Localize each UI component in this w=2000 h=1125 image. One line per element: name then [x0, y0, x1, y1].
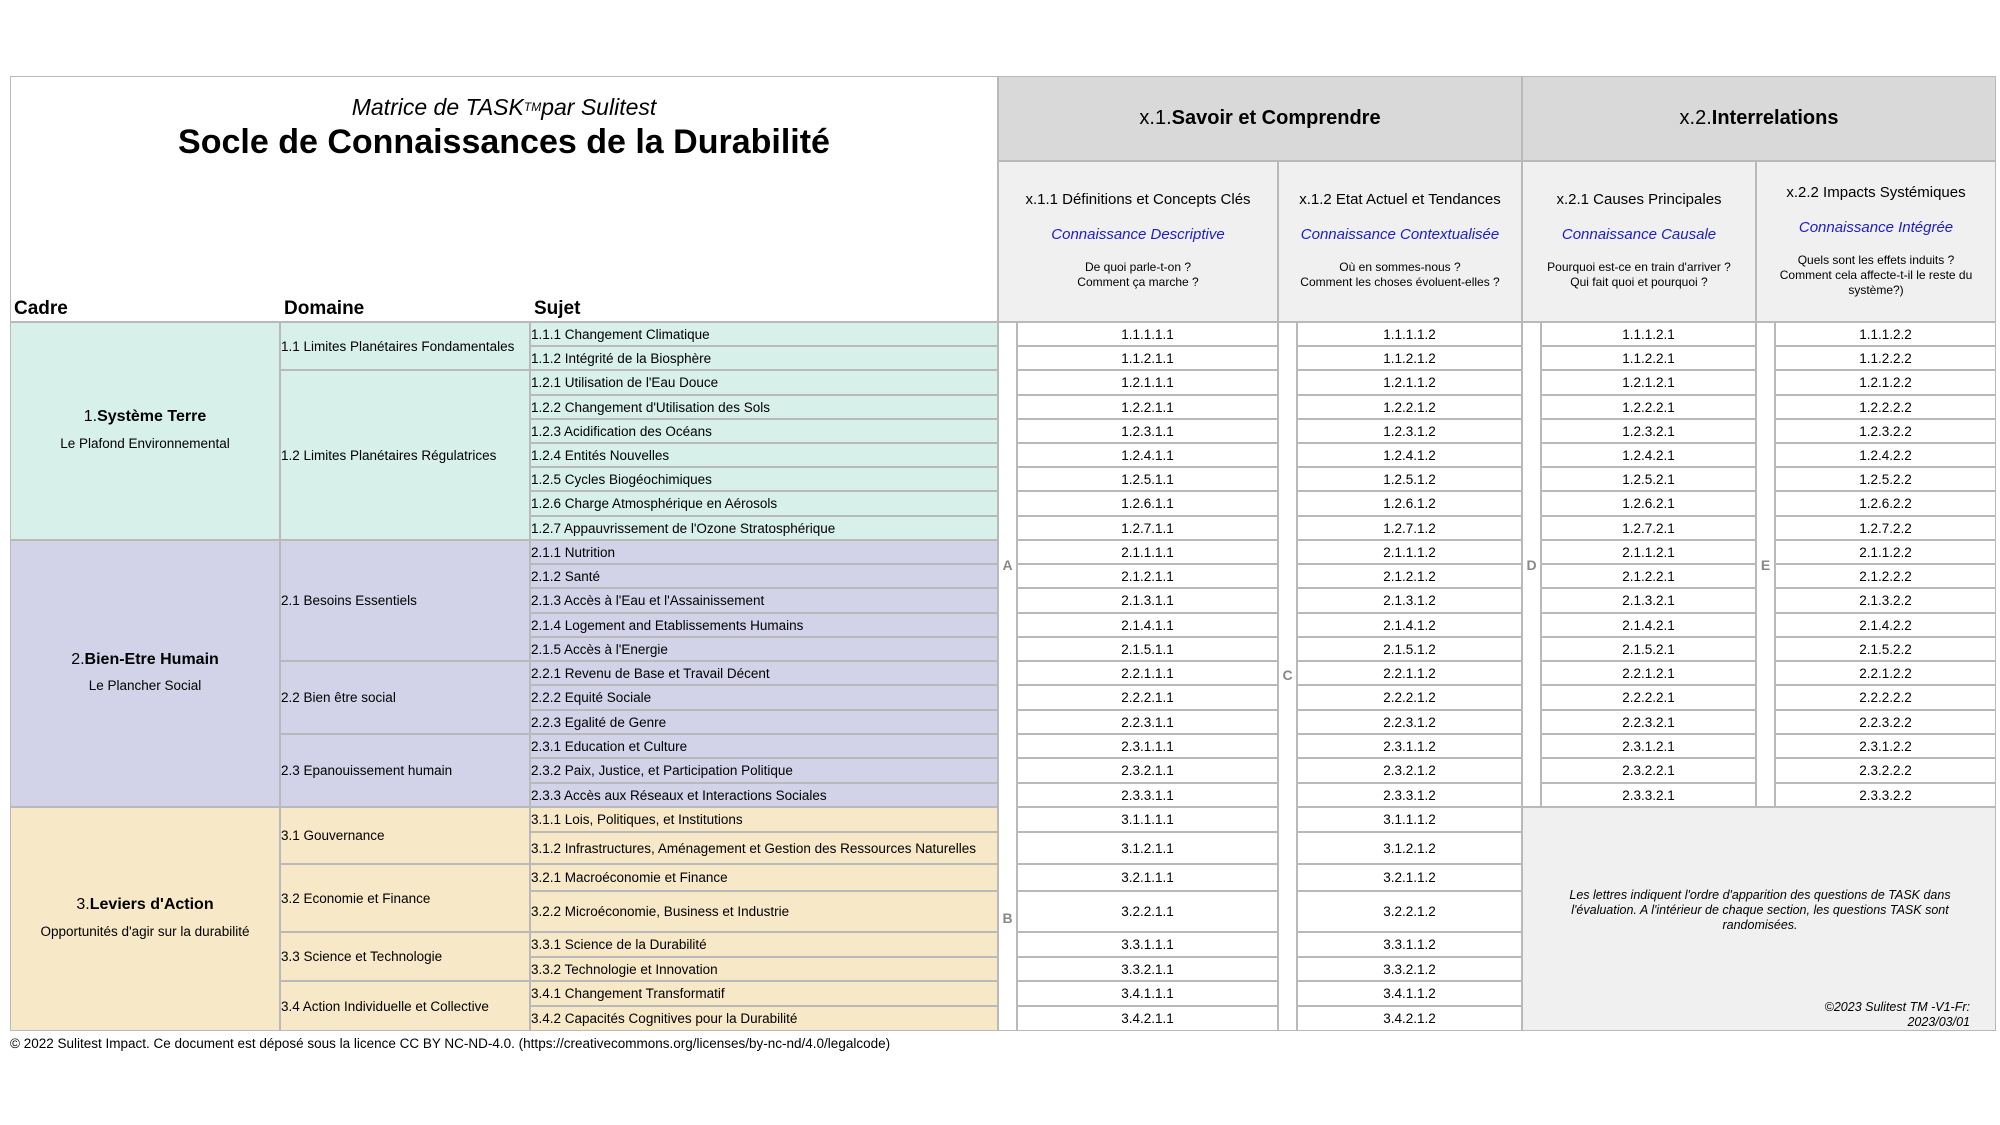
group-title: [1522, 76, 1996, 161]
subtitle-author: par Sulitest: [541, 93, 657, 120]
column-subtitle: Connaissance Causale: [1561, 225, 1717, 243]
question-code: 2.2.3.2.2: [1859, 714, 1912, 730]
question-code: 2.2.1.1.1: [1121, 665, 1174, 681]
column-header-cadre: Cadre: [14, 298, 68, 319]
question-code: 3.4.2.1.2: [1383, 1011, 1436, 1026]
question-code: 1.1.2.2.1: [1622, 350, 1675, 366]
domain-label: 1.2 Limites Planétaires Régulatrices: [281, 447, 497, 463]
question-code: 3.4.1.1.1: [1121, 986, 1174, 1001]
framework-name: Bien-Etre Humain: [84, 650, 219, 668]
question-code: 2.1.1.2.1: [1622, 544, 1675, 560]
order-letter: D: [1526, 557, 1537, 573]
question-code: 2.2.2.1.1: [1121, 690, 1174, 705]
question-code: 1.2.4.2.2: [1859, 447, 1912, 463]
question-code: 3.2.1.1.1: [1121, 870, 1174, 885]
subject-label: 2.3.2 Paix, Justice, et Participation Politique: [531, 763, 793, 778]
subject-label: 1.2.4 Entités Nouvelles: [531, 447, 670, 463]
question-code: 3.4.1.1.2: [1383, 986, 1436, 1001]
question-code: 2.2.2.2.2: [1859, 690, 1912, 705]
question-code: 3.3.1.1.1: [1121, 937, 1174, 952]
framework-cell: [10, 807, 280, 1031]
subject-label: 1.2.2 Changement d'Utilisation des Sols: [531, 399, 770, 415]
question-code: 2.1.4.2.1: [1622, 617, 1675, 633]
question-code: 3.1.1.1.2: [1383, 812, 1436, 827]
question-code: 2.1.2.2.1: [1622, 568, 1675, 584]
license-footer: © 2022 Sulitest Impact. Ce document est déposé sous la licence CC BY NC-ND-4.0. (https://creativecommons.org/licenses/by-nc-nd/4.0/legalcode): [10, 1035, 891, 1051]
group-name: Interrelations: [1711, 107, 1839, 129]
question-code: 2.1.5.2.2: [1859, 641, 1912, 657]
subject-label: 2.2.2 Equité Sociale: [531, 690, 652, 705]
question-code: 2.1.1.1.1: [1121, 544, 1174, 560]
question-code: 2.1.3.1.1: [1121, 593, 1174, 608]
question-code: 2.1.5.2.1: [1622, 641, 1675, 657]
question-code: 2.3.3.2.2: [1859, 787, 1912, 803]
domain-label: 3.2 Economie et Finance: [281, 890, 431, 906]
question-code: 3.2.2.1.1: [1121, 904, 1174, 919]
question-code: 1.2.7.2.1: [1622, 520, 1675, 536]
framework-title: [10, 893, 280, 917]
subject-label: 2.1.3 Accès à l'Eau et l'Assainissement: [531, 593, 765, 608]
question-code: 1.2.3.2.1: [1622, 423, 1675, 439]
question-code: 1.2.6.2.1: [1622, 496, 1675, 511]
question-code: 1.2.5.2.2: [1859, 471, 1912, 487]
question-code: 1.2.2.2.1: [1622, 399, 1675, 415]
trademark: TM: [523, 100, 542, 114]
subtitle-text: Matrice de TASK: [351, 93, 524, 120]
question-code: 1.2.6.1.2: [1383, 496, 1436, 511]
column-title: x.1.2 Etat Actuel et Tendances: [1299, 190, 1501, 208]
question-code: 3.4.2.1.1: [1121, 1011, 1174, 1026]
subject-label: 2.3.3 Accès aux Réseaux et Interactions Sociales: [531, 787, 827, 803]
question-code: 1.1.2.1.1: [1121, 350, 1174, 366]
question-code: 1.2.5.2.1: [1622, 471, 1675, 487]
question-code: 1.2.5.1.2: [1383, 471, 1436, 487]
subject-label: 1.2.3 Acidification des Océans: [531, 423, 712, 439]
question-line-2: Comment cela affecte-t-il le reste du système?): [1779, 268, 1973, 297]
question-code: 3.2.1.1.2: [1383, 870, 1436, 885]
question-code: 2.3.1.1.1: [1121, 738, 1174, 754]
group-title: [998, 76, 1522, 161]
question-code: 2.3.3.2.1: [1622, 787, 1675, 803]
question-code: 2.1.4.1.2: [1383, 617, 1436, 633]
question-code: 2.3.1.1.2: [1383, 738, 1436, 754]
framework-title: [10, 648, 280, 672]
subject-label: 3.4.1 Changement Transformatif: [531, 986, 725, 1001]
question-line-2: Qui fait quoi et pourquoi ?: [1570, 275, 1708, 289]
question-code: 1.2.1.2.2: [1859, 375, 1912, 390]
question-code: 1.2.4.1.2: [1383, 447, 1436, 463]
question-code: 3.3.2.1.2: [1383, 961, 1436, 977]
question-code: 2.2.3.2.1: [1622, 714, 1675, 730]
framework-title: [10, 405, 280, 429]
question-code: 3.1.2.1.2: [1383, 840, 1436, 856]
question-line-2: Comment les choses évoluent-elles ?: [1300, 275, 1500, 289]
subject-label: 3.1.1 Lois, Politiques, et Institutions: [531, 812, 743, 827]
question-code: 2.1.5.1.2: [1383, 641, 1436, 657]
question-code: 3.1.1.1.1: [1121, 812, 1174, 827]
column-header-sujet: Sujet: [534, 298, 581, 319]
column-question: [1278, 260, 1522, 290]
column-title: x.2.2 Impacts Systémiques: [1786, 183, 1966, 201]
question-code: 1.1.1.1.2: [1383, 326, 1436, 342]
question-code: 2.2.2.2.1: [1622, 690, 1675, 705]
question-code: 1.2.6.2.2: [1859, 496, 1912, 511]
question-code: 2.3.3.1.1: [1121, 787, 1174, 803]
order-letter: C: [1282, 667, 1293, 683]
question-code: 1.2.4.2.1: [1622, 447, 1675, 463]
question-code: 2.2.1.2.2: [1859, 665, 1912, 681]
subject-label: 2.1.2 Santé: [531, 568, 601, 584]
question-code: 2.1.4.1.1: [1121, 617, 1174, 633]
question-code: 1.2.3.2.2: [1859, 423, 1912, 439]
version-copyright: ©2023 Sulitest TM -V1-Fr: 2023/03/01: [1824, 1000, 1970, 1029]
question-code: 1.2.1.1.1: [1121, 375, 1174, 390]
subject-label: 2.1.1 Nutrition: [531, 544, 616, 560]
order-note: Les lettres indiquent l'ordre d'apparition des questions de TASK dans l'évaluation. A l'intérieur de chaque section, les questions TASK sont randomisées.: [1569, 888, 1951, 932]
subject-label: 1.2.6 Charge Atmosphérique en Aérosols: [531, 496, 778, 511]
order-letter: A: [1002, 557, 1013, 573]
question-code: 2.3.1.2.2: [1859, 738, 1912, 754]
question-code: 2.3.2.2.2: [1859, 763, 1912, 778]
question-code: 2.1.5.1.1: [1121, 641, 1174, 657]
question-code: 1.1.1.2.2: [1859, 326, 1912, 342]
question-code: 1.2.2.1.2: [1383, 399, 1436, 415]
question-code: 2.2.2.1.2: [1383, 690, 1436, 705]
subject-label: 2.3.1 Education et Culture: [531, 738, 688, 754]
group-prefix: x.1.: [1139, 107, 1172, 129]
framework-name: Leviers d'Action: [89, 896, 214, 913]
framework-description: Le Plancher Social: [88, 678, 202, 693]
domain-label: 2.1 Besoins Essentiels: [281, 593, 417, 608]
question-line-2: Comment ça marche ?: [1077, 275, 1199, 289]
question-code: 1.2.1.1.2: [1383, 375, 1436, 390]
question-code: 2.3.3.1.2: [1383, 787, 1436, 803]
group-prefix: x.2.: [1679, 107, 1712, 129]
question-code: 1.2.3.1.1: [1121, 423, 1174, 439]
question-code: 3.1.2.1.1: [1121, 840, 1174, 856]
column-subtitle: Connaissance Intégrée: [1798, 218, 1954, 236]
subject-label: 3.2.1 Macroéconomie et Finance: [531, 870, 728, 885]
question-code: 2.1.2.1.1: [1121, 568, 1174, 584]
domain-label: 3.4 Action Individuelle et Collective: [281, 998, 489, 1014]
framework-description: Le Plafond Environnemental: [60, 435, 230, 451]
subject-label: 1.1.2 Intégrité de la Biosphère: [531, 350, 712, 366]
question-code: 2.3.2.1.1: [1121, 763, 1174, 778]
question-code: 2.3.1.2.1: [1622, 738, 1675, 754]
question-code: 1.1.2.1.2: [1383, 350, 1436, 366]
order-letter: B: [1002, 910, 1013, 926]
question-code: 1.2.3.1.2: [1383, 423, 1436, 439]
question-code: 2.1.3.1.2: [1383, 593, 1436, 608]
column-header-domaine: Domaine: [284, 298, 365, 319]
question-code: 2.3.2.2.1: [1622, 763, 1675, 778]
subject-label: 2.2.1 Revenu de Base et Travail Décent: [531, 665, 770, 681]
question-line-1: Pourquoi est-ce en train d'arriver ?: [1547, 260, 1731, 274]
question-code: 2.2.3.1.1: [1121, 714, 1174, 730]
subject-label: 3.1.2 Infrastructures, Aménagement et Gestion des Ressources Naturelles: [531, 840, 976, 856]
question-code: 1.2.2.2.2: [1859, 399, 1912, 415]
subject-label: 1.2.5 Cycles Biogéochimiques: [531, 471, 712, 487]
subject-label: 3.2.2 Microéconomie, Business et Industrie: [531, 904, 790, 919]
domain-label: 1.1 Limites Planétaires Fondamentales: [281, 338, 515, 354]
column-question: [1756, 253, 1996, 298]
subject-label: 3.3.2 Technologie et Innovation: [531, 961, 718, 977]
question-code: 1.2.7.1.1: [1121, 520, 1174, 536]
subject-label: 3.3.1 Science de la Durabilité: [531, 937, 707, 952]
subject-label: 2.2.3 Egalité de Genre: [531, 714, 667, 730]
question-line-1: Quels sont les effets induits ?: [1797, 253, 1955, 267]
subject-label: 3.4.2 Capacités Cognitives pour la Durabilité: [531, 1011, 798, 1026]
question-line-1: De quoi parle-t-on ?: [1084, 260, 1192, 274]
question-code: 1.1.1.1.1: [1121, 326, 1174, 342]
framework-number: 1.: [83, 408, 98, 425]
question-code: 2.2.3.1.2: [1383, 714, 1436, 730]
question-code: 2.1.2.1.2: [1383, 568, 1436, 584]
framework-name: Système Terre: [97, 408, 207, 425]
question-line-1: Où en sommes-nous ?: [1339, 260, 1461, 274]
subject-label: 2.1.5 Accès à l'Energie: [531, 641, 668, 657]
subject-label: 1.2.1 Utilisation de l'Eau Douce: [531, 375, 719, 390]
group-name: Savoir et Comprendre: [1171, 107, 1381, 129]
question-code: 1.1.2.2.2: [1859, 350, 1912, 366]
question-code: 1.2.2.1.1: [1121, 399, 1174, 415]
question-code: 2.1.1.1.2: [1383, 544, 1436, 560]
domain-label: 3.1 Gouvernance: [281, 828, 385, 843]
question-code: 3.3.1.1.2: [1383, 937, 1436, 952]
question-code: 1.2.1.2.1: [1622, 375, 1675, 390]
domain-label: 2.3 Epanouissement humain: [281, 763, 453, 778]
question-code: 2.2.1.1.2: [1383, 665, 1436, 681]
question-code: 2.1.3.2.1: [1622, 593, 1675, 608]
question-code: 1.2.6.1.1: [1121, 496, 1174, 511]
question-code: 1.2.7.1.2: [1383, 520, 1436, 536]
framework-cell: [10, 322, 280, 540]
question-code: 3.3.2.1.1: [1121, 961, 1174, 977]
question-code: 3.2.2.1.2: [1383, 904, 1436, 919]
question-code: 1.2.4.1.1: [1121, 447, 1174, 463]
framework-cell: [10, 540, 280, 807]
question-code: 2.1.3.2.2: [1859, 593, 1912, 608]
column-title: x.2.1 Causes Principales: [1556, 190, 1722, 208]
subject-label: 2.1.4 Logement and Etablissements Humains: [531, 617, 804, 633]
subject-label: 1.2.7 Appauvrissement de l'Ozone Stratosphérique: [531, 520, 836, 536]
question-code: 2.1.2.2.2: [1859, 568, 1912, 584]
question-code: 2.3.2.1.2: [1383, 763, 1436, 778]
column-title: x.1.1 Définitions et Concepts Clés: [1025, 190, 1251, 208]
page-title: Socle de Connaissances de la Durabilité: [178, 122, 830, 161]
question-code: 2.1.4.2.2: [1859, 617, 1912, 633]
framework-description: Opportunités d'agir sur la durabilité: [40, 923, 250, 939]
question-code: 1.2.5.1.1: [1121, 471, 1174, 487]
question-code: 1.2.7.2.2: [1859, 520, 1912, 536]
question-code: 2.2.1.2.1: [1622, 665, 1675, 681]
column-question: [1522, 260, 1756, 290]
framework-number: 3.: [76, 896, 90, 913]
order-letter: E: [1760, 557, 1771, 573]
column-subtitle: Connaissance Contextualisée: [1300, 225, 1500, 243]
column-question: [998, 260, 1278, 290]
subject-label: 1.1.1 Changement Climatique: [531, 326, 710, 342]
question-code: 2.1.1.2.2: [1859, 544, 1912, 560]
framework-number: 2.: [71, 650, 85, 668]
question-code: 1.1.1.2.1: [1622, 326, 1675, 342]
column-subtitle: Connaissance Descriptive: [1051, 225, 1225, 243]
domain-label: 2.2 Bien être social: [281, 690, 396, 705]
domain-label: 3.3 Science et Technologie: [281, 949, 443, 964]
